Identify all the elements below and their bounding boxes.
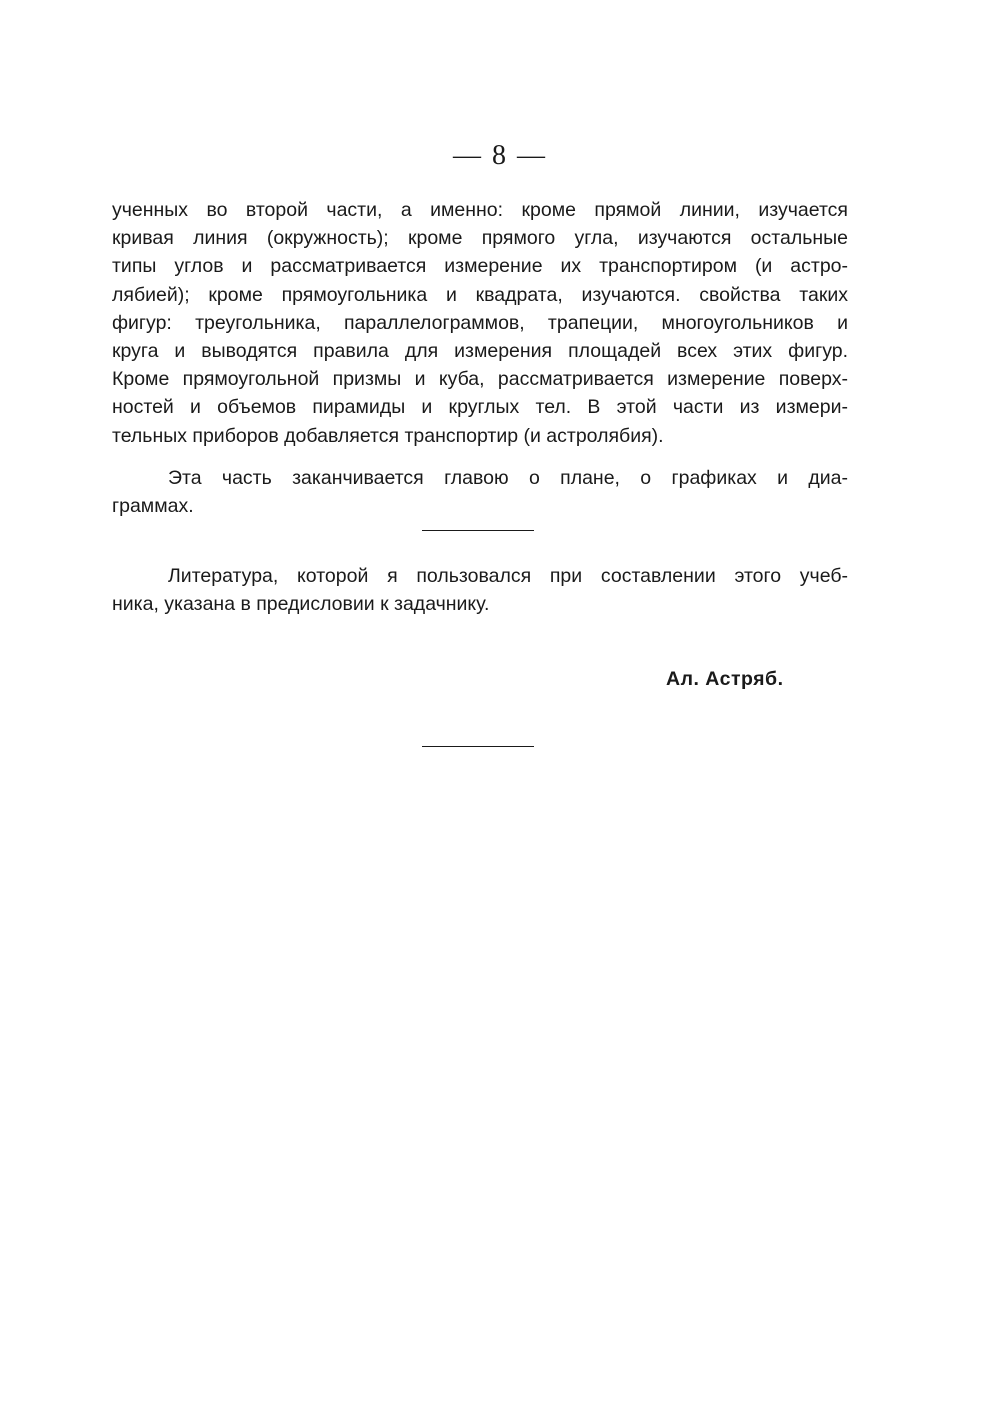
paragraph-curriculum <box>112 196 848 450</box>
text-line: фигур: треугольника, параллелограммов, трапеции, многоугольников и <box>112 311 848 334</box>
page-number: — 8 — <box>453 140 547 171</box>
end-divider <box>422 746 534 747</box>
text-line: круга и выводятся правила для измерения площадей всех этих фигур. <box>112 340 848 363</box>
text-line: тельных приборов добавляется транспортир (и астролябия). <box>112 424 664 447</box>
text-line: граммах. <box>112 495 194 518</box>
text-line: Эта часть заканчивается главою о плане, о графиках и диа- <box>168 467 848 489</box>
text-line: ностей и объемов пирамиды и круглых тел. В этой части из измери- <box>112 396 848 419</box>
text-line: Литература, которой я пользовался при составлении этого учеб- <box>168 565 848 587</box>
text-line: типы углов и рассматривается измерение их транспортиром (и астро- <box>112 255 848 278</box>
text-line: ника, указана в предисловии к задачнику. <box>112 593 490 616</box>
section-divider <box>422 530 534 531</box>
text-line: кривая линия (окружность); кроме прямого угла, изучаются остальные <box>112 227 848 250</box>
paragraph-plans-and-graphs <box>112 464 848 520</box>
text-line: лябией); кроме прямоугольника и квадрата, изучаются. свойства таких <box>112 283 848 306</box>
text-line: ученных во второй части, а именно: кроме прямой линии, изучается <box>112 199 848 221</box>
text-line: Кроме прямоугольной призмы и куба, рассматривается измерение поверх- <box>112 368 848 391</box>
paragraph-literature <box>112 562 848 618</box>
author-signature: Ал. Астряб. <box>666 668 784 690</box>
